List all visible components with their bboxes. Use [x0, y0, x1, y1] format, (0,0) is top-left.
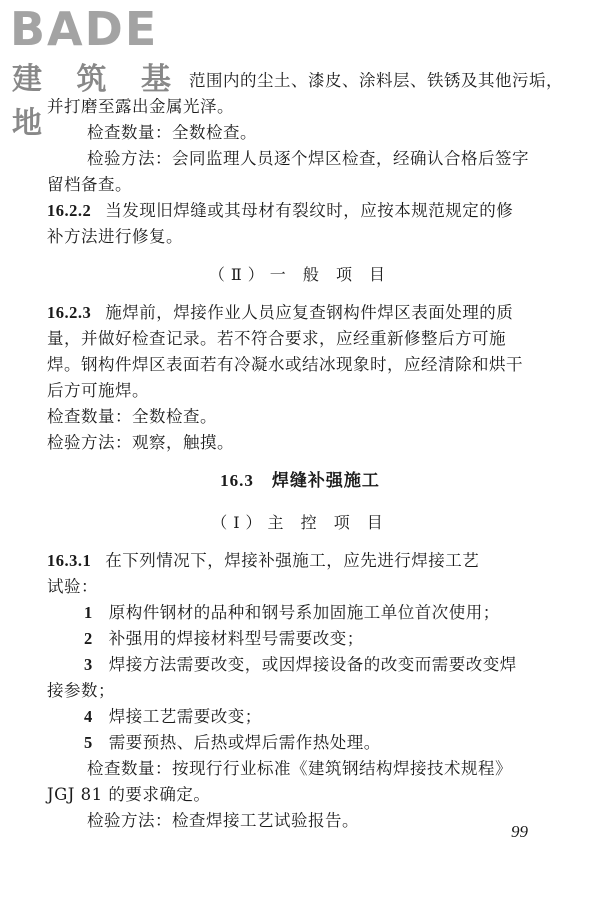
list-item	[84, 600, 594, 626]
inspection-method: 检验方法：会同监理人员逐个焊区检查，经确认合格后签字	[87, 149, 529, 168]
paragraph-line: 留档备查。	[47, 175, 132, 194]
inspection-quantity: 检查数量：全数检查。	[87, 123, 257, 142]
logo-brand-text: BADE	[10, 2, 159, 56]
paragraph-line: 量，并做好检查记录。若不符合要求，应经重新修整后方可施	[47, 329, 506, 348]
item-text: 补强用的焊接材料型号需要改变；	[108, 629, 364, 648]
item-text: 焊接工艺需要改变；	[108, 707, 262, 726]
paragraph-line: 试验：	[47, 577, 98, 596]
item-number: 1	[84, 603, 93, 622]
item-number: 3	[84, 655, 93, 674]
clause-text: 在下列情况下，焊接补强施工，应先进行焊接工艺	[105, 551, 480, 570]
clause-text: 当发现旧焊缝或其母材有裂纹时，应按本规范规定的修	[105, 201, 514, 220]
paragraph-line: 补方法进行修复。	[47, 227, 183, 246]
subheading-main-items: （Ⅰ）主 控 项 目	[211, 513, 389, 532]
inspection-method: 检验方法：观察，触摸。	[47, 433, 234, 452]
clause-16-2-3	[47, 300, 557, 326]
item-number: 4	[84, 707, 93, 726]
item-text: 需要预热、后热或焊后需作热处理。	[108, 733, 381, 752]
clause-number: 16.2.2	[47, 201, 92, 220]
inspection-quantity: 检查数量：按现行行业标准《建筑钢结构焊接技术规程》	[87, 759, 512, 778]
item-number: 5	[84, 733, 93, 752]
list-item	[84, 652, 594, 678]
section-title: 焊缝补强施工	[271, 471, 380, 491]
inspection-method: 检验方法：检查焊接工艺试验报告。	[87, 811, 359, 830]
item-number: 2	[84, 629, 93, 648]
page-number: 99	[511, 822, 528, 841]
item-text: 焊接方法需要改变，或因焊接设备的改变而需要改变焊	[108, 655, 517, 674]
list-item	[84, 626, 594, 652]
paragraph-line: JGJ 81 的要求确定。	[47, 785, 211, 804]
list-item	[84, 730, 594, 756]
clause-text: 施焊前，焊接作业人员应复查钢构件焊区表面处理的质	[105, 303, 514, 322]
paragraph-line: 后方可施焊。	[47, 381, 149, 400]
clause-16-3-1	[47, 548, 557, 574]
logo-subtitle-text: 建 筑 基 地	[12, 62, 183, 141]
paragraph-line: 范围内的尘土、漆皮、涂料层、铁锈及其他污垢，	[189, 71, 563, 90]
section-number: 16.3	[220, 471, 254, 490]
inspection-quantity: 检查数量：全数检查。	[47, 407, 217, 426]
paragraph-line: 并打磨至露出金属光泽。	[47, 97, 234, 116]
paragraph-line: 焊。钢构件焊区表面若有冷凝水或结冰现象时，应经清除和烘干	[47, 355, 523, 374]
clause-number: 16.2.3	[47, 303, 92, 322]
paragraph-line: 接参数；	[47, 681, 115, 700]
clause-16-2-2	[47, 198, 557, 224]
subheading-general-items: （Ⅱ）一 般 项 目	[208, 265, 392, 284]
section-heading	[0, 468, 600, 494]
clause-number: 16.3.1	[47, 551, 92, 570]
item-text: 原构件钢材的品种和钢号系加固施工单位首次使用；	[108, 603, 500, 622]
list-item	[84, 704, 594, 730]
